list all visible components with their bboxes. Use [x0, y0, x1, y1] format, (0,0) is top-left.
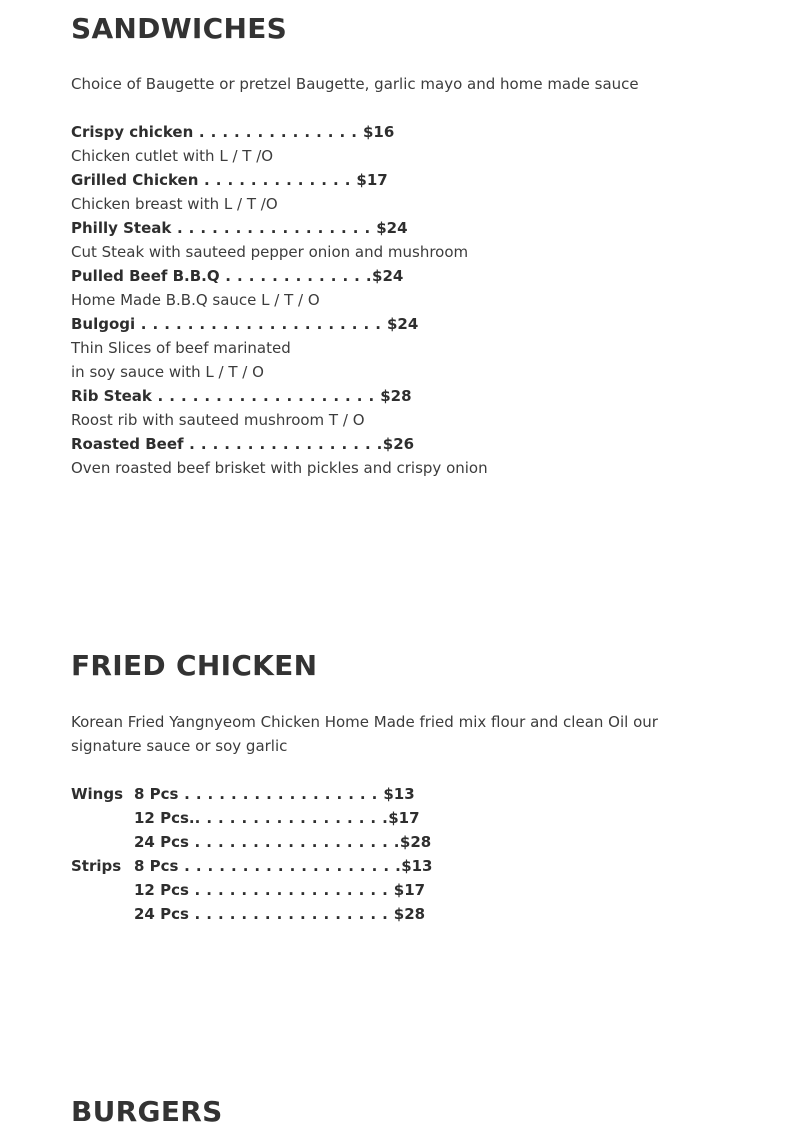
item-name: Crispy chicken [71, 123, 194, 141]
item-description: Chicken cutlet with L / T /O [71, 147, 274, 165]
fried-chicken-intro: Korean Fried Yangnyeom Chicken Home Made fried mix flour and clean Oil our signature sauce or soy garlic [71, 713, 658, 755]
fried-chicken-heading: FRIED CHICKEN [71, 649, 318, 682]
item-price: $16 [362, 123, 395, 141]
leader-dots: . . . . . . . . . . . . . . . . . [183, 435, 383, 453]
item-size: 12 Pcs [134, 881, 189, 899]
item-description: Cut Steak with sauteed pepper onion and mushroom [71, 243, 469, 261]
sandwiches-intro: Choice of Baugette or pretzel Baugette, garlic mayo and home made sauce [71, 75, 639, 93]
item-name: Bulgogi [71, 315, 136, 333]
item-price: $13 [401, 857, 433, 875]
menu-item-strips-12 [71, 878, 425, 902]
leader-dots: . . . . . . . . . . . . . . . . . . . [151, 387, 381, 405]
item-size: 8 Pcs [134, 857, 179, 875]
menu-item-roasted-beef [71, 432, 414, 456]
sandwiches-heading: SANDWICHES [71, 12, 288, 45]
menu-item-strips-8 [71, 854, 433, 878]
item-size: 12 Pcs. [134, 809, 195, 827]
leader-dots: . . . . . . . . . . . . . [198, 171, 357, 189]
menu-item-wings-12 [71, 806, 420, 830]
item-description: Oven roasted beef brisket with pickles and crispy onion [71, 459, 488, 477]
item-price: $24 [386, 315, 419, 333]
leader-dots: . . . . . . . . . . . . . . . . . [188, 905, 394, 923]
item-name: Grilled Chicken [71, 171, 199, 189]
item-price: $26 [382, 435, 415, 453]
item-price: $28 [393, 905, 426, 923]
item-name: Philly Steak [71, 219, 172, 237]
item-price: $24 [372, 267, 404, 285]
leader-dots: . . . . . . . . . . . . . . . . . [178, 785, 384, 803]
item-description: Thin Slices of beef marinated [71, 339, 291, 357]
leader-dots: . . . . . . . . . . . . . . [193, 123, 363, 141]
menu-item-grilled-chicken [71, 168, 388, 192]
menu-item-wings-8 [71, 782, 415, 806]
burgers-heading: BURGERS [71, 1095, 223, 1128]
item-size: 24 Pcs [134, 833, 189, 851]
menu-item-strips-24 [71, 902, 425, 926]
menu-item-bulgogi [71, 312, 418, 336]
item-description: Home Made B.B.Q sauce L / T / O [71, 291, 320, 309]
item-name: Pulled Beef B.B.Q [71, 267, 220, 285]
item-size: 8 Pcs [134, 785, 179, 803]
item-price: $28 [380, 387, 412, 405]
item-description: Chicken breast with L / T /O [71, 195, 278, 213]
menu-item-wings-24 [71, 830, 431, 854]
leader-dots: . . . . . . . . . . . . . . . . . [188, 881, 394, 899]
leader-dots: . . . . . . . . . . . . . . . . . . [188, 833, 400, 851]
item-price: $28 [399, 833, 432, 851]
item-price: $24 [376, 219, 408, 237]
leader-dots: . . . . . . . . . . . . . . . . . [171, 219, 377, 237]
item-description-line-2: in soy sauce with L / T / O [71, 363, 264, 381]
item-price: $13 [383, 785, 415, 803]
leader-dots: . . . . . . . . . . . . . . . . . . . [178, 857, 402, 875]
leader-dots: . . . . . . . . . . . . . . . . . . . . . [135, 315, 387, 333]
item-size: 24 Pcs [134, 905, 189, 923]
item-description: Roost rib with sauteed mushroom T / O [71, 411, 365, 429]
item-name: Rib Steak [71, 387, 152, 405]
item-group: Wings [71, 785, 124, 803]
menu-item-pulled-beef-bbq [71, 264, 403, 288]
item-group: Strips [71, 857, 122, 875]
item-price: $17 [356, 171, 388, 189]
item-price: $17 [393, 881, 426, 899]
menu-item-philly-steak [71, 216, 408, 240]
item-price: $17 [388, 809, 420, 827]
leader-dots: . . . . . . . . . . . . . . . . . [194, 809, 389, 827]
item-name: Roasted Beef [71, 435, 184, 453]
menu-item-rib-steak [71, 384, 412, 408]
leader-dots: . . . . . . . . . . . . . [219, 267, 373, 285]
menu-item-crispy-chicken [71, 120, 394, 144]
